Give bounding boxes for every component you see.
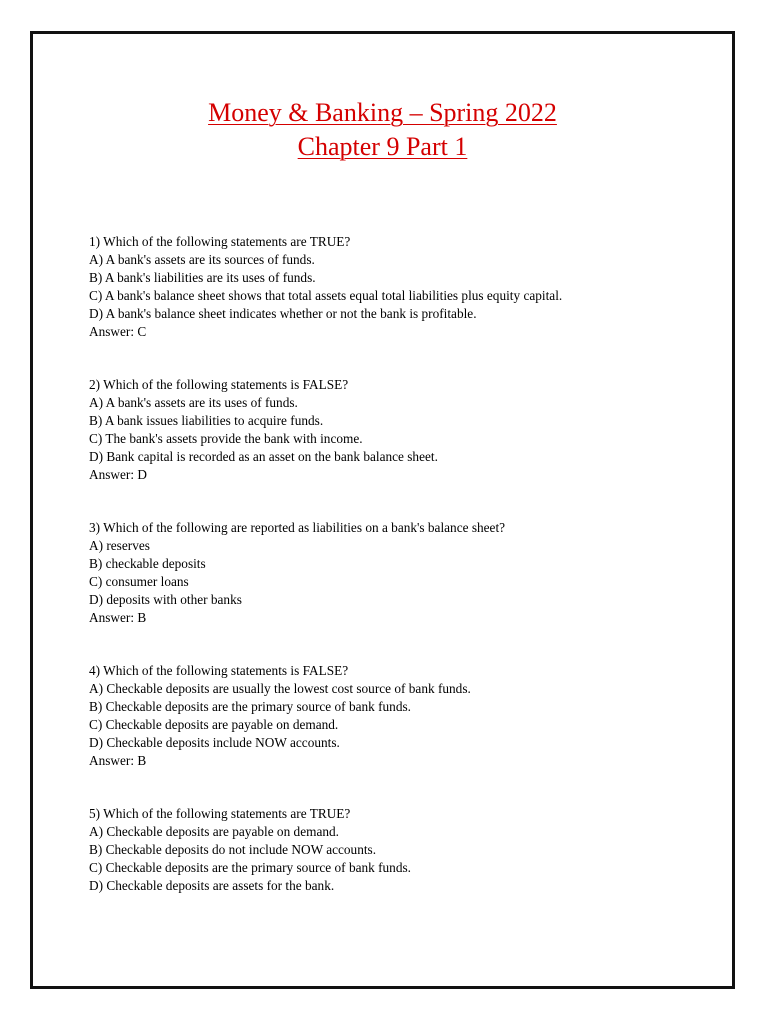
option-b: B) checkable deposits — [89, 556, 206, 571]
option-d: D) Checkable deposits are assets for the bank. — [89, 878, 335, 893]
option-c: C) Checkable deposits are the primary source of bank funds. — [89, 860, 411, 875]
option-a: A) A bank's assets are its uses of funds. — [89, 395, 298, 410]
option-b: B) Checkable deposits do not include NOW accounts. — [89, 842, 377, 857]
question-prompt: 5) Which of the following statements are TRUE? — [89, 806, 351, 821]
option-b: B) A bank issues liabilities to acquire funds. — [89, 413, 324, 428]
answer: Answer: D — [89, 467, 147, 482]
question-list — [89, 233, 709, 895]
question-5 — [89, 805, 709, 895]
question-prompt: 1) Which of the following statements are TRUE? — [89, 234, 351, 249]
option-d: D) A bank's balance sheet indicates whether or not the bank is profitable. — [89, 306, 477, 321]
option-a: A) reserves — [89, 538, 150, 553]
question-4 — [89, 662, 709, 770]
option-b: B) A bank's liabilities are its uses of funds. — [89, 270, 316, 285]
question-prompt: 2) Which of the following statements is FALSE? — [89, 377, 349, 392]
option-a: A) A bank's assets are its sources of funds. — [89, 252, 315, 267]
option-a: A) Checkable deposits are payable on demand. — [89, 824, 339, 839]
option-c: C) consumer loans — [89, 574, 189, 589]
option-d: D) Checkable deposits include NOW accounts. — [89, 735, 340, 750]
option-c: C) A bank's balance sheet shows that total assets equal total liabilities plus equity capital. — [89, 288, 563, 303]
option-d: D) deposits with other banks — [89, 592, 242, 607]
option-d: D) Bank capital is recorded as an asset on the bank balance sheet. — [89, 449, 438, 464]
document-title — [34, 96, 731, 164]
title-line-chapter: Chapter 9 Part 1 — [297, 132, 468, 161]
question-1 — [89, 233, 709, 341]
question-3 — [89, 519, 709, 627]
title-line-course: Money & Banking – Spring 2022 — [208, 98, 557, 127]
option-c: C) Checkable deposits are payable on demand. — [89, 717, 339, 732]
answer: Answer: B — [89, 753, 147, 768]
question-2 — [89, 376, 709, 484]
option-c: C) The bank's assets provide the bank with income. — [89, 431, 363, 446]
answer: Answer: B — [89, 610, 147, 625]
question-prompt: 3) Which of the following are reported as liabilities on a bank's balance sheet? — [89, 520, 506, 535]
option-b: B) Checkable deposits are the primary source of bank funds. — [89, 699, 411, 714]
option-a: A) Checkable deposits are usually the lowest cost source of bank funds. — [89, 681, 471, 696]
answer: Answer: C — [89, 324, 147, 339]
question-prompt: 4) Which of the following statements is FALSE? — [89, 663, 349, 678]
